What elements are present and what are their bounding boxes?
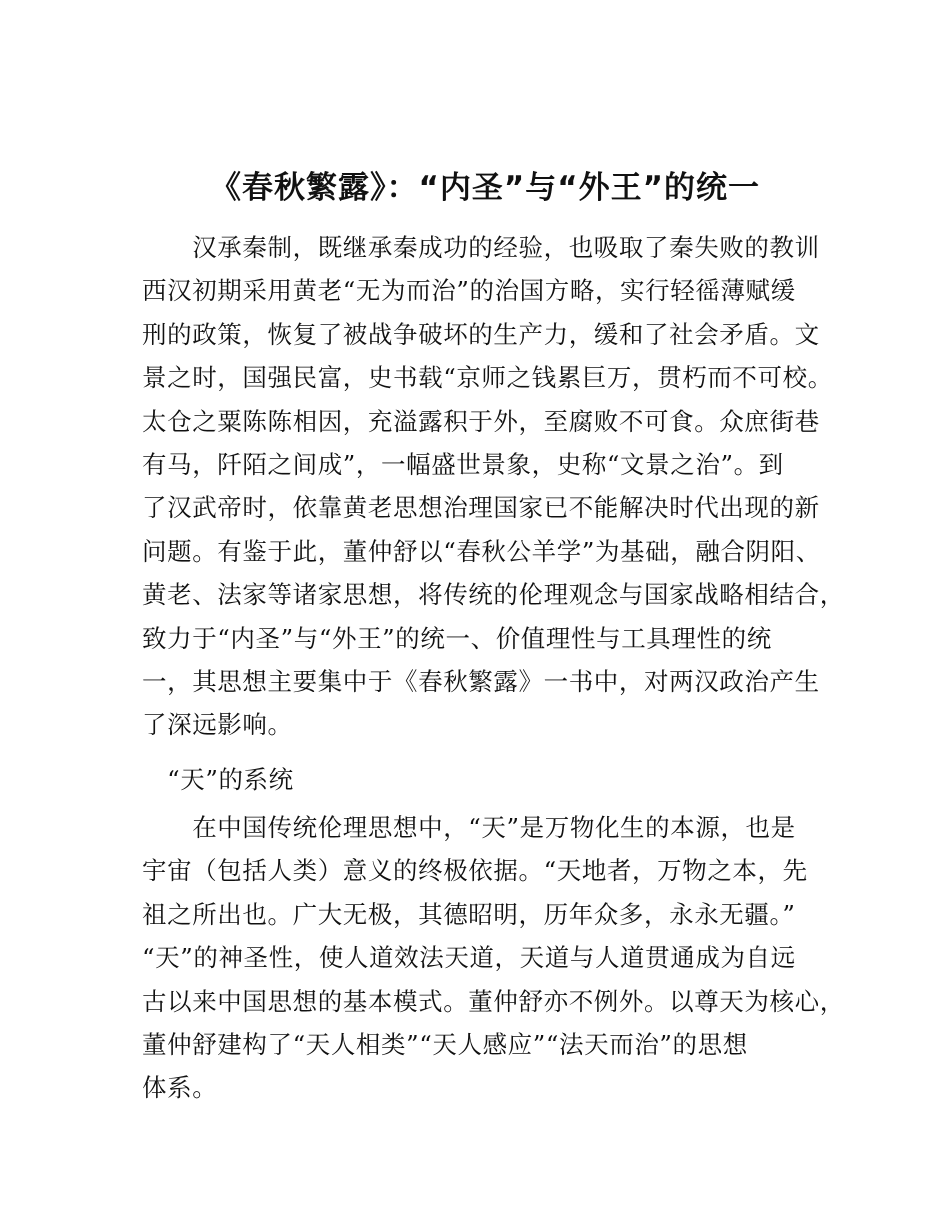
section-heading	[142, 758, 832, 801]
text-line: 了深远影响。	[142, 710, 293, 740]
paragraph-heaven-system	[142, 806, 845, 1110]
text-line: 祖之所出也。广大无极，其德昭明，历年众多，永永无疆。”	[142, 899, 796, 929]
section-heading-text: “天”的系统	[142, 765, 294, 794]
text-line: 一，其思想主要集中于《春秋繁露》一书中，对两汉政治产生	[142, 666, 820, 696]
text-line: 问题。有鉴于此，董仲舒以“春秋公羊学”为基础，融合阴阳、	[142, 536, 821, 566]
text-line: “天”的神圣性，使人道效法天道，天道与人道贯通成为自远	[142, 943, 796, 973]
text-line: 董仲舒建构了“天人相类”“天人感应”“法天而治”的思想	[142, 1029, 748, 1059]
document-title: 《春秋繁露》：“内圣”与“外王”的统一	[210, 170, 760, 206]
text-line: 在中国传统伦理思想中，“天”是万物化生的本源，也是	[142, 813, 796, 842]
text-line: 体系。	[142, 1073, 218, 1103]
text-line: 古以来中国思想的基本模式。董仲舒亦不例外。以尊天为核心，	[142, 986, 845, 1016]
text-line: 刑的政策，恢复了被战争破坏的生产力，缓和了社会矛盾。文	[142, 319, 820, 349]
text-line: 西汉初期采用黄老“无为而治”的治国方略，实行轻徭薄赋缓	[142, 276, 796, 306]
text-line: 宇宙（包括人类）意义的终极依据。“天地者，万物之本，先	[142, 856, 808, 886]
text-line: 有马，阡陌之间成”，一幅盛世景象，史称“文景之治”。到	[142, 449, 784, 479]
text-line: 景之时，国强民富，史书载“京师之钱累巨万，贯朽而不可校。	[142, 363, 833, 393]
text-line: 黄老、法家等诸家思想，将传统的伦理观念与国家战略相结合，	[142, 580, 845, 610]
text-line: 致力于“内圣”与“外王”的统一、价值理性与工具理性的统	[142, 623, 772, 653]
text-line: 了汉武帝时，依靠黄老思想治理国家已不能解决时代出现的新	[142, 493, 820, 523]
text-line: 太仓之粟陈陈相因，充溢露积于外，至腐败不可食。众庶街巷	[142, 406, 820, 436]
text-line: 汉承秦制，既继承秦成功的经验，也吸取了秦失败的教训	[142, 233, 820, 262]
paragraph-intro	[142, 226, 845, 747]
